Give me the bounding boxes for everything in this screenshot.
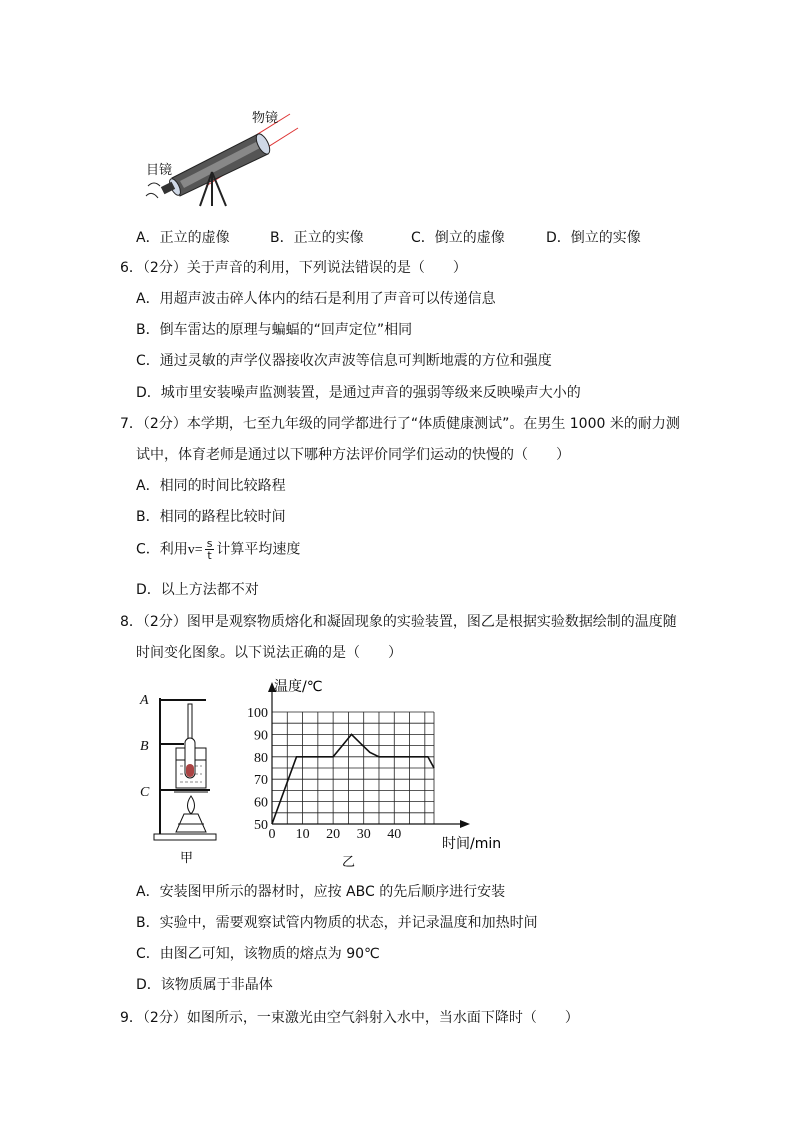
q6-option-c[interactable]: C．通过灵敏的声学仪器接收次声波等信息可判断地震的方位和强度 [136, 353, 552, 369]
eyepiece-label: 目镜 [146, 163, 173, 178]
q7-option-c-suffix: 计算平均速度 [216, 541, 301, 558]
q6-stem: 6．（2分）关于声音的利用，下列说法错误的是（ ） [120, 260, 467, 276]
q7-stem-line2: 试中，体育老师是通过以下哪种方法评价同学们运动的快慢的（ ） [136, 447, 570, 463]
apparatus-label-a: A [140, 693, 149, 708]
q5-option-b[interactable]: B．正立的实像 [270, 230, 364, 246]
temperature-time-chart [226, 676, 516, 872]
q8-option-d[interactable]: D．该物质属于非晶体 [136, 977, 273, 993]
q7-option-d[interactable]: D．以上方法都不对 [136, 582, 259, 598]
objective-label: 物镜 [252, 111, 279, 126]
y-axis-label: 温度/℃ [274, 679, 323, 695]
q6-option-d[interactable]: D．城市里安装噪声监测装置，是通过声音的强弱等级来反映噪声大小的 [136, 385, 581, 401]
y-tick-label: 60 [254, 795, 268, 811]
q8-option-b[interactable]: B．实验中，需要观察试管内物质的状态，并记录温度和加热时间 [136, 915, 538, 931]
y-tick-label: 70 [254, 773, 268, 789]
q5-option-d[interactable]: D．倒立的实像 [546, 230, 641, 246]
chart-caption: 乙 [342, 855, 356, 870]
x-tick-label: 0 [268, 827, 276, 842]
q7-option-a[interactable]: A．相同的时间比较路程 [136, 478, 286, 494]
q5-option-a[interactable]: A．正立的虚像 [136, 230, 230, 246]
q8-stem-line1: 8．（2分）图甲是观察物质熔化和凝固现象的实验装置，图乙是根据实验数据绘制的温度随 [120, 614, 677, 630]
q7-option-c[interactable] [136, 538, 300, 561]
q7-option-c-prefix: C．利用 [136, 541, 188, 558]
x-tick-label: 20 [326, 827, 341, 842]
fraction-numerator: s [206, 537, 213, 550]
x-tick-label: 40 [387, 827, 402, 842]
y-tick-label: 80 [254, 750, 268, 766]
apparatus-caption: 甲 [180, 851, 194, 866]
apparatus-label-c: C [140, 785, 150, 800]
q8-stem-line2: 时间变化图象。以下说法正确的是（ ） [136, 645, 402, 661]
speed-formula-fraction [205, 538, 215, 561]
fraction-denominator: t [207, 549, 212, 562]
q7-stem-line1: 7．（2分）本学期，七至九年级的同学都进行了“体质健康测试”。在男生 1000 米的耐力测 [120, 416, 680, 432]
telescope-figure [140, 100, 300, 210]
chart-axes [268, 682, 470, 828]
x-tick-label: 30 [356, 827, 371, 842]
y-tick-label: 90 [254, 728, 268, 744]
y-tick-label: 100 [247, 706, 268, 721]
x-axis-arrow [460, 820, 470, 828]
chart-ticks [247, 706, 401, 842]
q5-option-c[interactable]: C．倒立的虚像 [411, 230, 505, 246]
chart-grid [272, 712, 434, 824]
y-tick-label: 50 [254, 818, 268, 833]
q8-option-c[interactable]: C．由图乙可知，该物质的熔点为 90℃ [136, 946, 380, 962]
x-tick-label: 10 [295, 827, 310, 842]
apparatus-label-b: B [140, 739, 149, 754]
q6-option-a[interactable]: A．用超声波击碎人体内的结石是利用了声音可以传递信息 [136, 291, 496, 307]
q7-option-c-v: v= [187, 542, 203, 558]
q7-option-b[interactable]: B．相同的路程比较时间 [136, 509, 286, 525]
apparatus-figure [136, 686, 226, 868]
q9-stem: 9．（2分）如图所示，一束激光由空气斜射入水中，当水面下降时（ ） [120, 1010, 579, 1026]
x-axis-label: 时间/min [442, 836, 502, 852]
q8-option-a[interactable]: A．安装图甲所示的器材时，应按 ABC 的先后顺序进行安装 [136, 884, 506, 900]
q6-option-b[interactable]: B．倒车雷达的原理与蝙蝠的“回声定位”相同 [136, 322, 413, 338]
